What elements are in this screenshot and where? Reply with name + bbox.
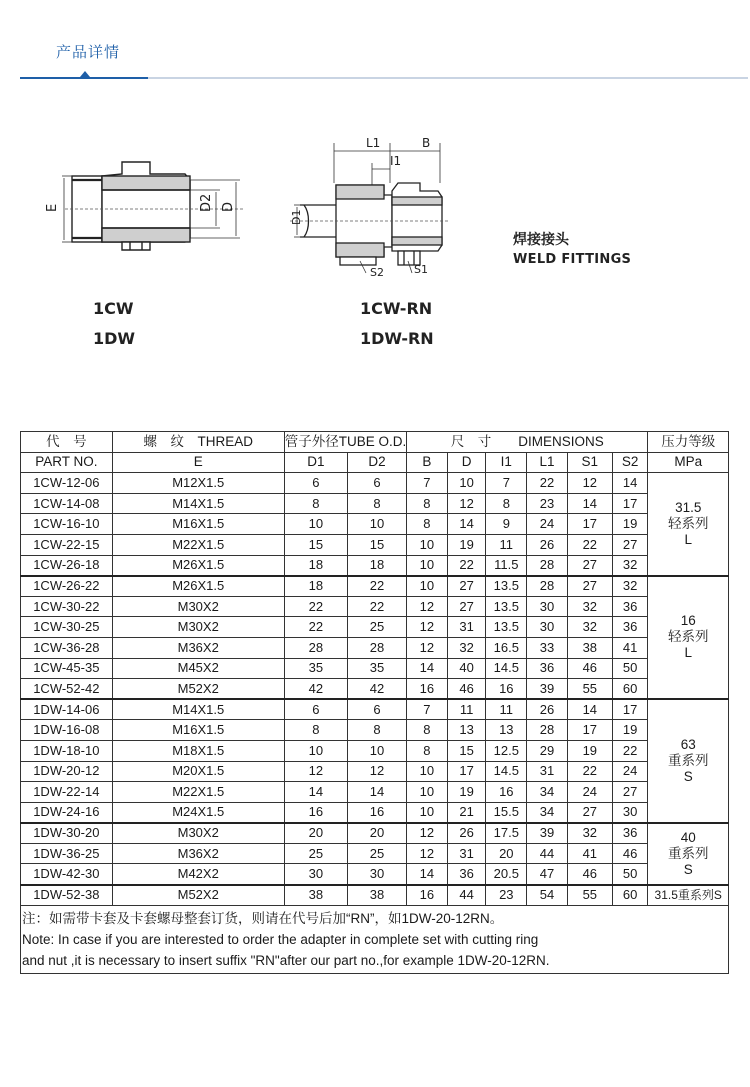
- cell-d: 19: [447, 782, 486, 803]
- cell-l1: 31: [527, 761, 568, 782]
- cell-i1: 17.5: [486, 823, 527, 844]
- cell-i1: 20.5: [486, 864, 527, 885]
- cell-s1: 32: [567, 617, 612, 638]
- dim-label-d1: D1: [290, 209, 303, 225]
- cell-d1: 42: [284, 679, 347, 700]
- dim-label-b: B: [422, 136, 431, 150]
- cell-l1: 39: [527, 679, 568, 700]
- pressure-group-cell: [648, 576, 729, 700]
- cell-d2: 18: [347, 555, 406, 576]
- cell-s2: 36: [612, 823, 648, 844]
- cell-l1: 30: [527, 596, 568, 617]
- cell-i1: 15.5: [486, 802, 527, 823]
- header-tube-od: 管子外径TUBE O.D.: [284, 432, 406, 453]
- cell-s1: 19: [567, 740, 612, 761]
- cell-s2: 17: [612, 699, 648, 720]
- cell-s1: 38: [567, 637, 612, 658]
- product-description-cn: 焊接接头: [513, 232, 569, 248]
- subheader-b: B: [407, 452, 448, 473]
- subheader-d2: D2: [347, 452, 406, 473]
- cell-d2: 6: [347, 473, 406, 494]
- cell-d: 46: [447, 679, 486, 700]
- pressure-group-cell: [648, 473, 729, 576]
- dim-label-e: E: [45, 203, 60, 212]
- subheader-part-no: PART NO.: [21, 452, 113, 473]
- product-label-1dw: 1DW: [93, 329, 136, 348]
- cell-s2: 19: [612, 720, 648, 741]
- cell-thread: M36X2: [112, 843, 284, 864]
- cell-part-no: 1CW-14-08: [21, 493, 113, 514]
- cell-s2: 50: [612, 864, 648, 885]
- cell-s2: 36: [612, 617, 648, 638]
- header-pressure-cn: 压力等级: [648, 432, 729, 453]
- cell-d: 15: [447, 740, 486, 761]
- cell-s2: 32: [612, 576, 648, 597]
- table-row: [21, 473, 729, 494]
- cell-d: 13: [447, 720, 486, 741]
- cell-d: 27: [447, 596, 486, 617]
- cell-b: 16: [407, 885, 448, 906]
- cell-i1: 12.5: [486, 740, 527, 761]
- cell-b: 8: [407, 720, 448, 741]
- cell-thread: M36X2: [112, 637, 284, 658]
- cell-s1: 22: [567, 761, 612, 782]
- cell-l1: 28: [527, 576, 568, 597]
- cell-b: 12: [407, 596, 448, 617]
- cell-s1: 12: [567, 473, 612, 494]
- cell-b: 14: [407, 864, 448, 885]
- cell-d1: 35: [284, 658, 347, 679]
- cell-s1: 32: [567, 596, 612, 617]
- cell-s2: 27: [612, 534, 648, 555]
- cell-b: 8: [407, 514, 448, 535]
- cell-i1: 13.5: [486, 596, 527, 617]
- table-row: [21, 885, 729, 906]
- cell-b: 7: [407, 699, 448, 720]
- cell-s2: 60: [612, 679, 648, 700]
- table-header-row: [21, 432, 729, 453]
- subheader-d: D: [447, 452, 486, 473]
- product-description-en: WELD FITTINGS: [513, 252, 632, 267]
- cell-s2: 41: [612, 637, 648, 658]
- cell-thread: M52X2: [112, 885, 284, 906]
- cell-thread: M26X1.5: [112, 576, 284, 597]
- pressure-group-cell: [648, 699, 729, 823]
- subheader-s2: S2: [612, 452, 648, 473]
- pressure-line: 63: [680, 737, 696, 752]
- cell-d1: 30: [284, 864, 347, 885]
- cell-b: 10: [407, 576, 448, 597]
- cell-d2: 30: [347, 864, 406, 885]
- dim-label-l1: L1: [366, 136, 381, 150]
- cell-part-no: 1CW-26-18: [21, 555, 113, 576]
- cell-d2: 38: [347, 885, 406, 906]
- cell-s1: 27: [567, 802, 612, 823]
- cell-s1: 27: [567, 576, 612, 597]
- cell-d2: 35: [347, 658, 406, 679]
- cell-l1: 36: [527, 658, 568, 679]
- cell-s2: 14: [612, 473, 648, 494]
- pressure-line: L: [684, 531, 692, 547]
- cell-b: 12: [407, 617, 448, 638]
- cell-d2: 8: [347, 493, 406, 514]
- cell-s1: 32: [567, 823, 612, 844]
- note-line-en2: and nut ,it is necessary to insert suffix "RN"after our part no.,for example 1DW-20-12RN.: [22, 952, 550, 968]
- cell-b: 10: [407, 802, 448, 823]
- header-thread: 螺 纹 THREAD: [112, 432, 284, 453]
- table-row: [21, 679, 729, 700]
- cell-l1: 34: [527, 782, 568, 803]
- pressure-line: 31.5: [675, 499, 702, 515]
- table-note-row: [21, 905, 729, 973]
- cell-i1: 11.5: [486, 555, 527, 576]
- table-row: [21, 658, 729, 679]
- pressure-line: S: [683, 769, 693, 784]
- cell-l1: 33: [527, 637, 568, 658]
- cell-d1: 12: [284, 761, 347, 782]
- cell-s1: 55: [567, 885, 612, 906]
- note-line-en1: Note: In case if you are interested to order the adapter in complete set with cutting ring: [22, 931, 539, 947]
- cell-s2: 17: [612, 493, 648, 514]
- cell-b: 16: [407, 679, 448, 700]
- cell-d2: 42: [347, 679, 406, 700]
- cell-d1: 22: [284, 596, 347, 617]
- cell-d1: 6: [284, 473, 347, 494]
- table-row: [21, 843, 729, 864]
- cell-i1: 13: [486, 720, 527, 741]
- cell-part-no: 1DW-24-16: [21, 802, 113, 823]
- note-line-cn: 注：如需带卡套及卡套螺母整套订货，则请在代号后加“RN”，如1DW-20-12RN。: [22, 910, 504, 926]
- subheader-i1: I1: [486, 452, 527, 473]
- cell-b: 10: [407, 782, 448, 803]
- cell-thread: M14X1.5: [112, 493, 284, 514]
- header-active-underline: [20, 77, 148, 79]
- cell-b: 12: [407, 637, 448, 658]
- cell-s1: 22: [567, 534, 612, 555]
- table-row: [21, 761, 729, 782]
- cell-s2: 27: [612, 782, 648, 803]
- cell-part-no: 1DW-52-38: [21, 885, 113, 906]
- cell-b: 12: [407, 843, 448, 864]
- cell-thread: M22X1.5: [112, 782, 284, 803]
- cell-l1: 26: [527, 534, 568, 555]
- cell-i1: 11: [486, 534, 527, 555]
- cell-d2: 22: [347, 596, 406, 617]
- header-caret-icon: [80, 71, 90, 77]
- cell-i1: 20: [486, 843, 527, 864]
- cell-l1: 30: [527, 617, 568, 638]
- pressure-group-cell: [648, 823, 729, 885]
- cell-d: 22: [447, 555, 486, 576]
- pressure-line: 轻系列: [667, 629, 709, 645]
- cell-s2: 22: [612, 740, 648, 761]
- cell-d: 17: [447, 761, 486, 782]
- cell-thread: M20X1.5: [112, 761, 284, 782]
- table-row: [21, 617, 729, 638]
- cell-b: 10: [407, 555, 448, 576]
- product-label-1dw-rn: 1DW-RN: [360, 329, 434, 348]
- cell-b: 14: [407, 658, 448, 679]
- cell-i1: 13.5: [486, 576, 527, 597]
- cell-s1: 55: [567, 679, 612, 700]
- cell-d1: 8: [284, 720, 347, 741]
- cell-s1: 24: [567, 782, 612, 803]
- cell-thread: M12X1.5: [112, 473, 284, 494]
- header-dimensions: 尺 寸 DIMENSIONS: [407, 432, 648, 453]
- cell-d: 44: [447, 885, 486, 906]
- cell-thread: M52X2: [112, 679, 284, 700]
- table-row: [21, 637, 729, 658]
- cell-part-no: 1CW-52-42: [21, 679, 113, 700]
- cell-s1: 27: [567, 555, 612, 576]
- cell-part-no: 1CW-36-28: [21, 637, 113, 658]
- cell-thread: M42X2: [112, 864, 284, 885]
- cell-thread: M30X2: [112, 596, 284, 617]
- table-row: [21, 823, 729, 844]
- table-note: [21, 905, 729, 973]
- cell-part-no: 1CW-26-22: [21, 576, 113, 597]
- cell-d: 21: [447, 802, 486, 823]
- cell-i1: 14.5: [486, 761, 527, 782]
- cell-l1: 29: [527, 740, 568, 761]
- cell-d: 19: [447, 534, 486, 555]
- cell-d: 12: [447, 493, 486, 514]
- subheader-e: E: [112, 452, 284, 473]
- cell-i1: 8: [486, 493, 527, 514]
- cell-d: 26: [447, 823, 486, 844]
- pressure-line: 16: [680, 613, 696, 629]
- cell-s1: 46: [567, 658, 612, 679]
- cell-b: 10: [407, 534, 448, 555]
- cell-d2: 15: [347, 534, 406, 555]
- cell-d1: 15: [284, 534, 347, 555]
- cell-s2: 30: [612, 802, 648, 823]
- cell-d1: 10: [284, 740, 347, 761]
- cell-part-no: 1CW-16-10: [21, 514, 113, 535]
- cell-d1: 18: [284, 555, 347, 576]
- cell-d1: 14: [284, 782, 347, 803]
- cell-d1: 8: [284, 493, 347, 514]
- cell-s2: 50: [612, 658, 648, 679]
- cell-l1: 23: [527, 493, 568, 514]
- cell-thread: M22X1.5: [112, 534, 284, 555]
- cell-l1: 28: [527, 555, 568, 576]
- cell-s2: 32: [612, 555, 648, 576]
- table-row: [21, 699, 729, 720]
- dim-label-s1: S1: [414, 263, 428, 276]
- cell-thread: M24X1.5: [112, 802, 284, 823]
- pressure-line: L: [684, 645, 692, 661]
- cell-d2: 10: [347, 740, 406, 761]
- pressure-line: 重系列: [667, 845, 709, 861]
- dim-label-s2: S2: [370, 266, 384, 278]
- header-part-cn: 代 号: [21, 432, 113, 453]
- cell-b: 8: [407, 493, 448, 514]
- cell-i1: 16: [486, 679, 527, 700]
- cell-i1: 7: [486, 473, 527, 494]
- cell-d2: 16: [347, 802, 406, 823]
- cell-d: 40: [447, 658, 486, 679]
- cell-i1: 11: [486, 699, 527, 720]
- cell-d2: 14: [347, 782, 406, 803]
- cell-d1: 18: [284, 576, 347, 597]
- cell-part-no: 1CW-12-06: [21, 473, 113, 494]
- right-fitting-drawing: [280, 133, 460, 278]
- cell-part-no: 1DW-14-06: [21, 699, 113, 720]
- cell-l1: 24: [527, 514, 568, 535]
- table-row: [21, 576, 729, 597]
- cell-i1: 13.5: [486, 617, 527, 638]
- table-row: [21, 720, 729, 741]
- cell-s2: 46: [612, 843, 648, 864]
- cell-d: 14: [447, 514, 486, 535]
- cell-d2: 20: [347, 823, 406, 844]
- cell-b: 8: [407, 740, 448, 761]
- cell-d1: 22: [284, 617, 347, 638]
- cell-l1: 34: [527, 802, 568, 823]
- pressure-line: 轻系列: [667, 515, 709, 531]
- cell-s1: 17: [567, 720, 612, 741]
- cell-thread: M14X1.5: [112, 699, 284, 720]
- cell-thread: M26X1.5: [112, 555, 284, 576]
- pressure-group-cell: [648, 885, 729, 906]
- cell-d2: 6: [347, 699, 406, 720]
- cell-part-no: 1DW-20-12: [21, 761, 113, 782]
- cell-b: 12: [407, 823, 448, 844]
- cell-part-no: 1DW-18-10: [21, 740, 113, 761]
- table-row: [21, 534, 729, 555]
- cell-part-no: 1CW-30-25: [21, 617, 113, 638]
- cell-thread: M18X1.5: [112, 740, 284, 761]
- product-label-1cw-rn: 1CW-RN: [360, 299, 433, 318]
- table-row: [21, 782, 729, 803]
- cell-d1: 10: [284, 514, 347, 535]
- cell-thread: M16X1.5: [112, 720, 284, 741]
- dim-label-d2: D2: [199, 193, 214, 212]
- cell-l1: 39: [527, 823, 568, 844]
- cell-d2: 25: [347, 843, 406, 864]
- cell-part-no: 1CW-45-35: [21, 658, 113, 679]
- cell-d: 27: [447, 576, 486, 597]
- cell-d1: 16: [284, 802, 347, 823]
- cell-d1: 25: [284, 843, 347, 864]
- cell-l1: 28: [527, 720, 568, 741]
- cell-l1: 26: [527, 699, 568, 720]
- cell-part-no: 1CW-22-15: [21, 534, 113, 555]
- table-row: [21, 864, 729, 885]
- cell-part-no: 1DW-16-08: [21, 720, 113, 741]
- cell-d1: 28: [284, 637, 347, 658]
- cell-s1: 46: [567, 864, 612, 885]
- cell-s1: 14: [567, 493, 612, 514]
- cell-part-no: 1DW-22-14: [21, 782, 113, 803]
- cell-thread: M30X2: [112, 823, 284, 844]
- cell-d1: 20: [284, 823, 347, 844]
- cell-s2: 60: [612, 885, 648, 906]
- cell-d2: 22: [347, 576, 406, 597]
- table-row: [21, 740, 729, 761]
- cell-d: 32: [447, 637, 486, 658]
- cell-part-no: 1CW-30-22: [21, 596, 113, 617]
- cell-d2: 8: [347, 720, 406, 741]
- cell-d1: 38: [284, 885, 347, 906]
- cell-d: 36: [447, 864, 486, 885]
- cell-s2: 24: [612, 761, 648, 782]
- cell-thread: M45X2: [112, 658, 284, 679]
- cell-d2: 12: [347, 761, 406, 782]
- cell-thread: M30X2: [112, 617, 284, 638]
- subheader-d1: D1: [284, 452, 347, 473]
- table-row: [21, 493, 729, 514]
- cell-s2: 19: [612, 514, 648, 535]
- spec-table: [20, 431, 729, 974]
- cell-d2: 10: [347, 514, 406, 535]
- cell-i1: 14.5: [486, 658, 527, 679]
- pressure-line: 40: [680, 829, 696, 845]
- cell-part-no: 1DW-42-30: [21, 864, 113, 885]
- cell-s1: 41: [567, 843, 612, 864]
- cell-s1: 17: [567, 514, 612, 535]
- subheader-s1: S1: [567, 452, 612, 473]
- pressure-line: 31.5重系列S: [654, 888, 722, 903]
- left-fitting-drawing: [40, 150, 250, 255]
- subheader-mpa: MPa: [648, 452, 729, 473]
- cell-d: 31: [447, 617, 486, 638]
- cell-s1: 14: [567, 699, 612, 720]
- cell-i1: 23: [486, 885, 527, 906]
- cell-s2: 36: [612, 596, 648, 617]
- dim-label-i1: I1: [390, 154, 402, 168]
- table-row: [21, 514, 729, 535]
- cell-part-no: 1DW-36-25: [21, 843, 113, 864]
- cell-d2: 25: [347, 617, 406, 638]
- pressure-line: 重系列: [667, 753, 709, 768]
- cell-l1: 22: [527, 473, 568, 494]
- cell-b: 7: [407, 473, 448, 494]
- cell-l1: 47: [527, 864, 568, 885]
- cell-d1: 6: [284, 699, 347, 720]
- cell-d2: 28: [347, 637, 406, 658]
- cell-d: 11: [447, 699, 486, 720]
- product-label-1cw: 1CW: [93, 299, 134, 318]
- cell-i1: 9: [486, 514, 527, 535]
- table-row: [21, 802, 729, 823]
- cell-l1: 44: [527, 843, 568, 864]
- cell-i1: 16.5: [486, 637, 527, 658]
- cell-d: 10: [447, 473, 486, 494]
- cell-i1: 16: [486, 782, 527, 803]
- section-title: 产品详情: [56, 43, 121, 61]
- cell-l1: 54: [527, 885, 568, 906]
- dim-label-d: D: [221, 201, 236, 212]
- subheader-l1: L1: [527, 452, 568, 473]
- table-subheader-row: [21, 452, 729, 473]
- cell-part-no: 1DW-30-20: [21, 823, 113, 844]
- table-row: [21, 555, 729, 576]
- cell-b: 10: [407, 761, 448, 782]
- table-row: [21, 596, 729, 617]
- pressure-line: S: [683, 861, 693, 877]
- cell-thread: M16X1.5: [112, 514, 284, 535]
- cell-d: 31: [447, 843, 486, 864]
